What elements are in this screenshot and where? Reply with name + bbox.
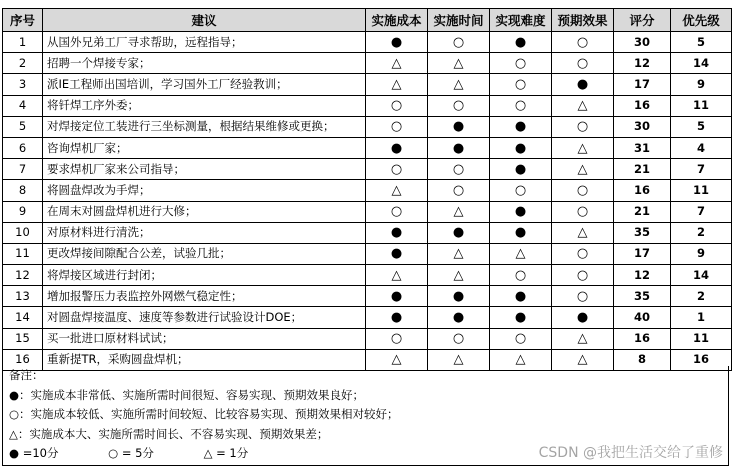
notes-title: 备注： [9,368,44,382]
cell-suggestion: 从国外兄弟工厂寻求帮助，远程指导； [43,32,366,53]
cell-priority: 9 [671,243,732,264]
header-score: 评分 [614,9,671,32]
cell-no: 11 [3,243,43,264]
cell-no: 2 [3,53,43,74]
cell-priority: 5 [671,116,732,137]
cell-no: 15 [3,328,43,349]
cell-priority: 14 [671,53,732,74]
cell-score: 35 [614,222,671,243]
cell-priority: 11 [671,328,732,349]
table-row [3,286,732,307]
cell-time: ● [428,286,490,307]
cell-score: 30 [614,116,671,137]
cell-score: 17 [614,74,671,95]
cell-suggestion: 对原材料进行清洗； [43,222,366,243]
table-row [3,201,732,222]
table-header [3,9,732,32]
cell-priority: 1 [671,307,732,328]
notes-triangle-desc: △：实施成本大、实施所需时间长、不容易实现、预期效果差； [9,426,329,441]
cell-priority: 9 [671,74,732,95]
cell-cost: △ [366,74,428,95]
table-row [3,222,732,243]
cell-cost: ● [366,243,428,264]
cell-effect: ○ [552,265,614,286]
header-no: 序号 [3,9,43,32]
cell-no: 8 [3,180,43,201]
cell-time: △ [428,265,490,286]
cell-difficulty: ● [490,222,552,243]
cell-no: 3 [3,74,43,95]
cell-time: △ [428,201,490,222]
cell-time: ○ [428,32,490,53]
cell-time: ○ [428,95,490,116]
cell-no: 14 [3,307,43,328]
cell-score: 21 [614,159,671,180]
cell-suggestion: 更改焊接间隙配合公差，试验几批； [43,243,366,264]
table-row [3,53,732,74]
table-row [3,180,732,201]
cell-difficulty: ○ [490,180,552,201]
cell-score: 16 [614,328,671,349]
cell-suggestion: 在周末对圆盘焊机进行大修； [43,201,366,222]
cell-no: 4 [3,95,43,116]
cell-suggestion: 招聘一个焊接专家； [43,53,366,74]
cell-difficulty: ● [490,32,552,53]
cell-cost: ● [366,307,428,328]
cell-priority: 11 [671,95,732,116]
notes-filled-desc: ●：实施成本非常低、实施所需时间很短、容易实现、预期效果良好； [9,387,365,402]
cell-time: △ [428,74,490,95]
cell-cost: ○ [366,328,428,349]
cell-difficulty: ○ [490,95,552,116]
cell-effect: ○ [552,53,614,74]
table-row [3,74,732,95]
cell-priority: 2 [671,222,732,243]
cell-no: 16 [3,349,43,370]
cell-difficulty: △ [490,243,552,264]
legend-filled: ● =10分 [9,446,59,461]
cell-no: 1 [3,32,43,53]
cell-suggestion: 派IE工程师出国培训，学习国外工厂经验教训； [43,74,366,95]
cell-time: ○ [428,159,490,180]
header-time: 实施时间 [428,9,490,32]
cell-difficulty: ● [490,286,552,307]
cell-effect: ○ [552,116,614,137]
cell-effect: ○ [552,286,614,307]
cell-effect: ● [552,74,614,95]
cell-suggestion: 增加报警压力表监控外网燃气稳定性； [43,286,366,307]
table-row [3,243,732,264]
cell-cost: ● [366,286,428,307]
legend-triangle: △ = 1分 [203,446,249,461]
suggestion-table [2,8,732,371]
cell-priority: 2 [671,286,732,307]
cell-score: 8 [614,349,671,370]
cell-effect: △ [552,159,614,180]
cell-score: 35 [614,286,671,307]
watermark: CSDN @我把生活交给了重修 [538,445,723,461]
header-difficulty: 实现难度 [490,9,552,32]
cell-suggestion: 要求焊机厂家来公司指导； [43,159,366,180]
cell-difficulty: ● [490,201,552,222]
cell-effect: △ [552,349,614,370]
cell-score: 12 [614,265,671,286]
cell-time: ● [428,222,490,243]
cell-time: ○ [428,328,490,349]
cell-score: 16 [614,95,671,116]
cell-score: 21 [614,201,671,222]
cell-cost: ○ [366,116,428,137]
cell-suggestion: 将圆盘焊改为手焊； [43,180,366,201]
table-row [3,116,732,137]
header-row [3,9,732,32]
table-row [3,265,732,286]
cell-cost: ○ [366,95,428,116]
cell-score: 31 [614,137,671,158]
cell-time: △ [428,243,490,264]
cell-effect: ○ [552,243,614,264]
cell-effect: ● [552,307,614,328]
table-row [3,307,732,328]
cell-no: 12 [3,265,43,286]
cell-suggestion: 将钎焊工序外委； [43,95,366,116]
cell-effect: ○ [552,180,614,201]
cell-cost: ○ [366,201,428,222]
cell-difficulty: ○ [490,265,552,286]
cell-effect: △ [552,328,614,349]
table-row [3,95,732,116]
cell-priority: 16 [671,349,732,370]
table-row [3,137,732,158]
cell-no: 7 [3,159,43,180]
cell-suggestion: 重新提TR，采购圆盘焊机； [43,349,366,370]
cell-no: 13 [3,286,43,307]
header-suggestion: 建议 [43,9,366,32]
header-effect: 预期效果 [552,9,614,32]
cell-time: △ [428,349,490,370]
cell-priority: 4 [671,137,732,158]
cell-score: 40 [614,307,671,328]
table-body [3,32,732,371]
notes-hollow-desc: ○：实施成本较低、实施所需时间较短、比较容易实现、预期效果相对较好； [9,407,399,422]
cell-score: 17 [614,243,671,264]
cell-priority: 7 [671,201,732,222]
cell-time: ● [428,116,490,137]
cell-priority: 7 [671,159,732,180]
header-priority: 优先级 [671,9,732,32]
cell-priority: 14 [671,265,732,286]
cell-cost: △ [366,349,428,370]
header-cost: 实施成本 [366,9,428,32]
table-row [3,32,732,53]
cell-no: 6 [3,137,43,158]
cell-score: 30 [614,32,671,53]
cell-time: ○ [428,180,490,201]
cell-suggestion: 对圆盘焊接温度、速度等参数进行试验设计DOE； [43,307,366,328]
cell-score: 16 [614,180,671,201]
cell-effect: △ [552,137,614,158]
cell-difficulty: ○ [490,53,552,74]
cell-suggestion: 将焊接区域进行封闭； [43,265,366,286]
cell-suggestion: 咨询焊机厂家； [43,137,366,158]
cell-suggestion: 对焊接定位工装进行三坐标测量，根据结果维修或更换； [43,116,366,137]
cell-effect: △ [552,95,614,116]
cell-no: 10 [3,222,43,243]
cell-difficulty: ○ [490,74,552,95]
cell-cost: △ [366,265,428,286]
cell-time: ● [428,307,490,328]
legend-hollow: ○ = 5分 [108,446,154,461]
cell-difficulty: ○ [490,328,552,349]
cell-cost: ● [366,32,428,53]
cell-cost: △ [366,53,428,74]
cell-time: ● [428,137,490,158]
table-row [3,159,732,180]
cell-time: △ [428,53,490,74]
cell-score: 12 [614,53,671,74]
table-row [3,328,732,349]
cell-difficulty: ● [490,159,552,180]
cell-difficulty: ● [490,137,552,158]
cell-cost: ● [366,222,428,243]
cell-effect: ○ [552,201,614,222]
cell-suggestion: 买一批进口原材料试试； [43,328,366,349]
cell-priority: 11 [671,180,732,201]
cell-difficulty: ● [490,116,552,137]
cell-cost: △ [366,180,428,201]
cell-effect: △ [552,222,614,243]
cell-effect: ○ [552,32,614,53]
cell-priority: 5 [671,32,732,53]
cell-cost: ● [366,137,428,158]
cell-difficulty: ● [490,307,552,328]
cell-no: 5 [3,116,43,137]
cell-cost: ○ [366,159,428,180]
cell-no: 9 [3,201,43,222]
cell-difficulty: △ [490,349,552,370]
